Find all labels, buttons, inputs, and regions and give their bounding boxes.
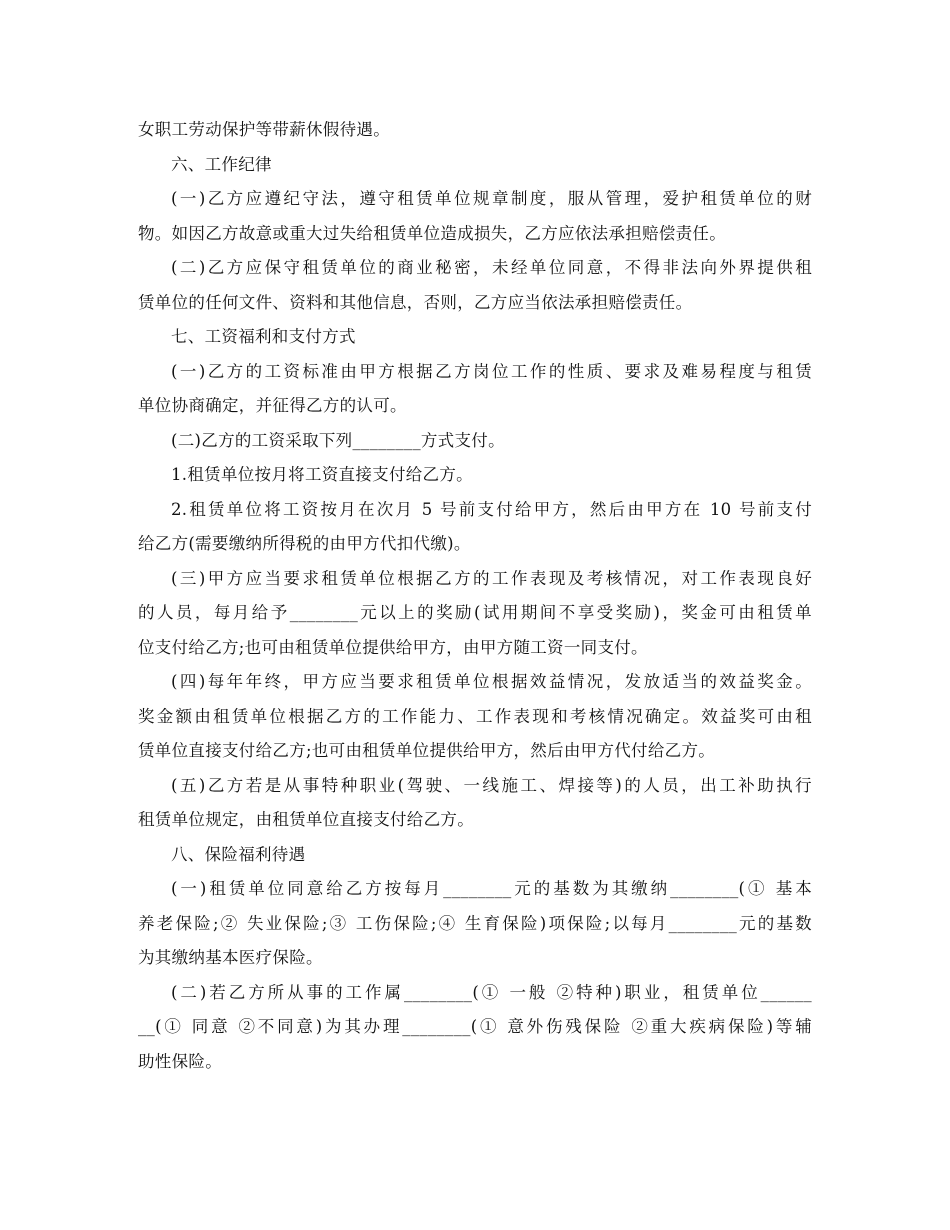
text-line: 赁单位的任何文件、资料和其他信息，否则，乙方应当依法承担赔偿责任。: [138, 292, 693, 312]
text-line: 八、保险福利待遇: [171, 844, 306, 864]
text-line: (四)每年年终，甲方应当要求租赁单位根据效益情况，发放适当的效益奖金。: [171, 672, 812, 691]
text-line: (一)租赁单位同意给乙方按每月________元的基数为其缴纳________(① 基本: [171, 879, 812, 898]
text-line: 赁单位直接支付给乙方;也可由租赁单位提供给甲方，然后由甲方代付给乙方。: [138, 741, 716, 760]
text-line: 六、工作纪律: [171, 154, 272, 174]
text-line: 租赁单位规定，由租赁单位直接支付给乙方。: [138, 810, 474, 829]
text-line: 女职工劳动保护等带薪休假待遇。: [138, 120, 390, 139]
text-line: (五)乙方若是从事特种职业(驾驶、一线施工、焊接等)的人员，出工补助执行: [171, 775, 812, 795]
text-line: 七、工资福利和支付方式: [171, 327, 356, 346]
text-line: 助性保险。: [138, 1051, 222, 1071]
text-line: 单位协商确定，并征得乙方的认可。: [138, 396, 407, 415]
text-line: 养老保险;② 失业保险;③ 工伤保险;④ 生育保险)项保险;以每月________元的基数: [138, 913, 812, 933]
text-line: 奖金额由租赁单位根据乙方的工作能力、工作表现和考核情况确定。效益奖可由租: [138, 706, 812, 726]
text-line: 位支付给乙方;也可由租赁单位提供给甲方，由甲方随工资一同支付。: [138, 637, 648, 657]
text-line: 为其缴纳基本医疗保险。: [138, 948, 323, 967]
text-line: 1.租赁单位按月将工资直接支付给乙方。: [171, 465, 473, 484]
text-line: 的人员，每月给予________元以上的奖励(试用期间不享受奖励)，奖金可由租赁单: [138, 603, 812, 622]
text-line: 给乙方(需要缴纳所得税的由甲方代扣代缴)。: [138, 534, 471, 553]
text-line: 2.租赁单位将工资按月在次月 5 号前支付给甲方，然后由甲方在 10 号前支付: [171, 499, 812, 519]
text-line: (一)乙方的工资标准由甲方根据乙方岗位工作的性质、要求及难易程度与租赁: [171, 361, 812, 381]
text-line: (二)乙方应保守租赁单位的商业秘密，未经单位同意，不得非法向外界提供租: [171, 258, 812, 277]
text-line: (一)乙方应遵纪守法，遵守租赁单位规章制度，服从管理，爱护租赁单位的财: [171, 189, 812, 208]
text-line: 物。如因乙方故意或重大过失给租赁单位造成损失，乙方应依法承担赔偿责任。: [138, 223, 726, 243]
text-line: (二)若乙方所从事的工作属________(① 一般 ②特种)职业，租赁单位______: [171, 982, 812, 1002]
text-line: __(① 同意 ②不同意)为其办理________(① 意外伤残保险 ②重大疾病保险)等辅: [138, 1017, 812, 1036]
document-page: [138, 113, 812, 1079]
text-line: (三)甲方应当要求租赁单位根据乙方的工作表现及考核情况，对工作表现良好: [171, 568, 812, 588]
text-line: (二)乙方的工资采取下列________方式支付。: [171, 430, 505, 450]
